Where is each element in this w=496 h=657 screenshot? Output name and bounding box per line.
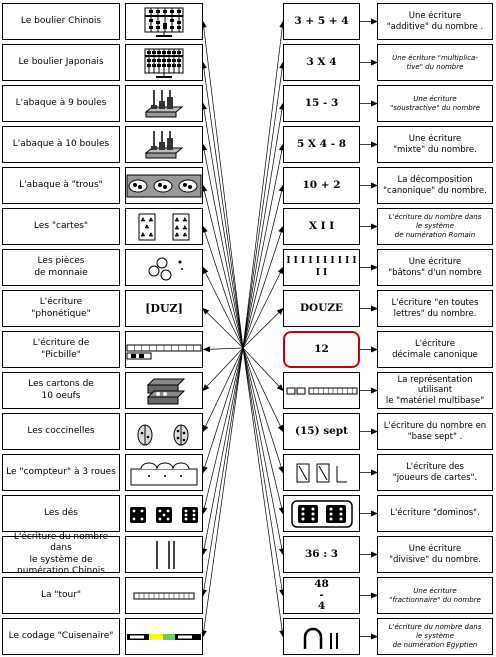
fraction-part: - xyxy=(319,588,324,601)
arrow-to-expression-3 xyxy=(243,104,283,349)
arrow-to-picture-2 xyxy=(203,63,243,349)
phonetic-text: [DUZ] xyxy=(145,301,183,315)
description-l-ecriture-en-toutes xyxy=(377,290,493,327)
label-l-ecriture xyxy=(2,290,120,327)
description-text: L'écriture du nombre dans le système de numération Egyptien xyxy=(388,623,482,649)
chinese-abacus-icon xyxy=(142,5,186,38)
expression-6 xyxy=(283,208,360,245)
arrow-to-expression-4 xyxy=(243,145,283,349)
label-text: Le boulier Chinois xyxy=(20,15,102,26)
picture-les-pieces xyxy=(125,249,203,286)
card-players-icon xyxy=(291,458,353,488)
expression-1 xyxy=(283,3,360,40)
arrow-to-expression-5 xyxy=(243,186,283,349)
expression-10 xyxy=(283,372,360,409)
expression-14 xyxy=(283,536,360,573)
chinese-numeral-icon xyxy=(127,539,201,571)
expression-2 xyxy=(283,44,360,81)
label-text: Les coccinelles xyxy=(27,425,95,436)
label-l-ecriture-du-nombre-dans xyxy=(2,532,120,576)
fraction-part: 48 xyxy=(314,577,329,590)
arrow-to-picture-13 xyxy=(203,348,243,514)
label-text: L'écriture du nombre dans le système de numération Chinois xyxy=(13,532,109,576)
svg-text:♣: ♣ xyxy=(182,231,188,239)
label-les-coccinelles xyxy=(2,413,120,450)
description-l-ecriture-des xyxy=(377,454,493,491)
playing-cards-icon xyxy=(129,212,199,242)
picbille-icon xyxy=(125,335,203,365)
description-text: L'écriture des "joueurs de cartes". xyxy=(392,461,478,483)
expression-text: 36 : 3 xyxy=(304,547,339,560)
label-text: Le "compteur" à 3 roues xyxy=(6,466,116,477)
label-l-abaque-a-9-boules xyxy=(2,85,120,122)
expression-text: 5 X 4 - 8 xyxy=(296,137,347,150)
description-une-ecriture xyxy=(377,536,493,573)
expression-text: (15) sept xyxy=(295,424,348,437)
svg-text:♣: ♣ xyxy=(148,216,154,224)
picture-l-abaque-a-9-boules xyxy=(125,85,203,122)
label-le-compteur-a-3-roues xyxy=(2,454,120,491)
fraction-part: 4 xyxy=(317,600,326,612)
description-text: Une écriture "fractionnaire" du nombre xyxy=(389,586,481,604)
label-les-cartes xyxy=(2,208,120,245)
picture-les-cartes xyxy=(125,208,203,245)
label-text: L'abaque à 9 boules xyxy=(15,97,107,108)
description-text: L'écriture du nombre dans le système de numération Romain xyxy=(388,213,482,239)
expression-5 xyxy=(283,167,360,204)
label-text: Les dés xyxy=(44,507,78,518)
abacus-10-beads-icon xyxy=(140,129,188,161)
description-l-ecriture-du-nombre-en xyxy=(377,413,493,450)
description-une-ecriture xyxy=(377,85,493,122)
hole-abacus-icon xyxy=(126,171,202,201)
description-text: Une écriture "mixte" du nombre. xyxy=(393,133,477,155)
tower-bar-icon xyxy=(126,581,202,611)
arrow-to-expression-16 xyxy=(243,348,283,637)
description-text: La représentation utilisant le "matériel multibase" xyxy=(385,374,485,406)
arrow-to-expression-13 xyxy=(243,348,283,514)
label-le-boulier-japonais xyxy=(2,44,120,81)
picture-les-des xyxy=(125,495,203,532)
arrow-to-picture-3 xyxy=(203,104,243,349)
expression-text: 15 - 3 xyxy=(304,96,339,109)
arrow-to-expression-2 xyxy=(243,63,283,349)
description-text: Une écriture "bâtons" d'un nombre xyxy=(388,256,482,278)
label-text: Le codage "Cuisenaire" xyxy=(8,630,114,641)
expression-16 xyxy=(283,618,360,655)
cuisenaire-rods-icon xyxy=(126,622,202,652)
arrow-to-picture-16 xyxy=(203,348,243,637)
svg-text:♣: ♣ xyxy=(144,223,150,231)
base-ten-blocks-icon xyxy=(285,376,359,406)
arrow-to-expression-12 xyxy=(243,348,283,473)
expression-text: 3 + 5 + 4 xyxy=(294,14,349,27)
picture-l-abaque-a-10-boules xyxy=(125,126,203,163)
arrow-to-expression-1 xyxy=(243,22,283,349)
expression-4 xyxy=(283,126,360,163)
japanese-abacus-icon xyxy=(142,46,186,79)
arrow-to-expression-14 xyxy=(243,348,283,555)
label-les-des xyxy=(2,495,120,532)
expression-7 xyxy=(283,249,360,286)
fraction xyxy=(314,579,329,612)
arrow-to-picture-4 xyxy=(203,145,243,349)
description-la-decomposition xyxy=(377,167,493,204)
description-l-ecriture-du-nombre-dans xyxy=(377,618,493,655)
expression-text: 12 xyxy=(314,342,329,355)
egg-cartons-icon xyxy=(134,375,194,406)
label-la-tour xyxy=(2,577,120,614)
description-l-ecriture-dominos xyxy=(377,495,493,532)
picture-le-boulier-japonais xyxy=(125,44,203,81)
arrow-to-picture-8 xyxy=(203,309,243,349)
svg-text:♣: ♣ xyxy=(174,224,180,232)
label-le-boulier-chinois xyxy=(2,3,120,40)
label-text: L'abaque à 10 boules xyxy=(12,138,110,149)
label-les-pieces xyxy=(2,249,120,286)
description-text: Une écriture "multiplica- tive" du nombre xyxy=(392,53,478,71)
svg-text:♣: ♣ xyxy=(182,224,188,232)
svg-text:♣: ♣ xyxy=(182,216,188,224)
description-text: L'écriture "dominos". xyxy=(390,508,480,519)
description-une-ecriture xyxy=(377,126,493,163)
description-la-representation-utilisant xyxy=(377,372,493,409)
label-l-abaque-a-trous xyxy=(2,167,120,204)
arrow-to-picture-9 xyxy=(204,348,243,350)
arrow-to-picture-7 xyxy=(203,268,243,349)
description-une-ecriture-multiplica xyxy=(377,44,493,81)
expression-3 xyxy=(283,85,360,122)
label-text: Le boulier Japonais xyxy=(18,56,104,67)
label-text: L'abaque à "trous" xyxy=(19,179,103,190)
svg-text:♣: ♣ xyxy=(140,216,146,224)
picture-l-ecriture-de xyxy=(125,331,203,368)
picture-l-ecriture xyxy=(125,290,203,327)
arrow-to-expression-7 xyxy=(243,268,283,349)
description-text: L'écriture "en toutes lettres" du nombre. xyxy=(391,297,479,319)
expression-13 xyxy=(283,495,360,532)
picture-l-abaque-a-trous xyxy=(125,167,203,204)
label-text: L'écriture "phonétique" xyxy=(31,297,91,319)
counter-wheels-icon xyxy=(127,458,201,488)
arrow-to-expression-15 xyxy=(243,348,283,596)
label-l-ecriture-de xyxy=(2,331,120,368)
picture-le-compteur-a-3-roues xyxy=(125,454,203,491)
description-text: L'écriture décimale canonique xyxy=(392,338,478,360)
arrow-to-picture-5 xyxy=(203,186,243,349)
description-text: L'écriture du nombre en "base sept" . xyxy=(383,420,487,442)
label-text: Les cartons de 10 oeufs xyxy=(28,379,94,401)
description-l-ecriture xyxy=(377,331,493,368)
label-text: Les pièces de monnaie xyxy=(34,256,88,278)
label-text: Les "cartes" xyxy=(33,220,89,231)
svg-text:♣: ♣ xyxy=(140,231,146,239)
abacus-9-beads-icon xyxy=(140,88,188,120)
expression-12 xyxy=(283,454,360,491)
expression-15 xyxy=(283,577,360,614)
arrow-to-picture-1 xyxy=(203,22,243,349)
expression-text: 10 + 2 xyxy=(302,178,341,191)
arrow-to-picture-15 xyxy=(203,348,243,596)
picture-les-coccinelles xyxy=(125,413,203,450)
coins-icon xyxy=(134,253,194,283)
egyptian-numeral-icon xyxy=(291,621,353,653)
dice-icon xyxy=(124,499,204,529)
picture-le-boulier-chinois xyxy=(125,3,203,40)
description-une-ecriture xyxy=(377,3,493,40)
expression-11 xyxy=(283,413,360,450)
expression-text: DOUZE xyxy=(299,301,344,314)
label-le-codage-cuisenaire xyxy=(2,618,120,655)
picture-le-codage-cuisenaire xyxy=(125,618,203,655)
expression-text: 3 X 4 xyxy=(306,55,337,68)
description-text: Une écriture "additive" du nombre . xyxy=(386,10,484,32)
description-text: Une écriture "soustractive" du nombre xyxy=(390,94,480,112)
ladybugs-icon xyxy=(129,417,199,447)
picture-la-tour xyxy=(125,577,203,614)
expression-8 xyxy=(283,290,360,327)
arrow-to-picture-12 xyxy=(203,348,243,473)
label-les-cartons-de xyxy=(2,372,120,409)
description-text: Une écriture "divisive" du nombre. xyxy=(389,543,481,565)
picture-l-ecriture-du-nombre-dans xyxy=(125,536,203,573)
description-une-ecriture xyxy=(377,249,493,286)
dominoes-icon xyxy=(286,498,358,530)
arrow-to-expression-8 xyxy=(243,309,283,349)
arrow-to-picture-14 xyxy=(203,348,243,555)
svg-text:♣: ♣ xyxy=(148,231,154,239)
expression-text: I I I I I I I I I I I I xyxy=(286,256,357,278)
description-text: La décomposition "canonique" du nombre. xyxy=(383,174,487,196)
description-l-ecriture-du-nombre-dans xyxy=(377,208,493,245)
svg-text:♣: ♣ xyxy=(174,231,180,239)
picture-les-cartons-de xyxy=(125,372,203,409)
description-une-ecriture xyxy=(377,577,493,614)
expression-text: X I I xyxy=(308,219,335,232)
label-text: L'écriture de "Picbille" xyxy=(32,338,90,360)
svg-text:♣: ♣ xyxy=(174,216,180,224)
label-text: La "tour" xyxy=(40,589,82,600)
hub-box-12 xyxy=(283,331,360,368)
label-l-abaque-a-10-boules xyxy=(2,126,120,163)
